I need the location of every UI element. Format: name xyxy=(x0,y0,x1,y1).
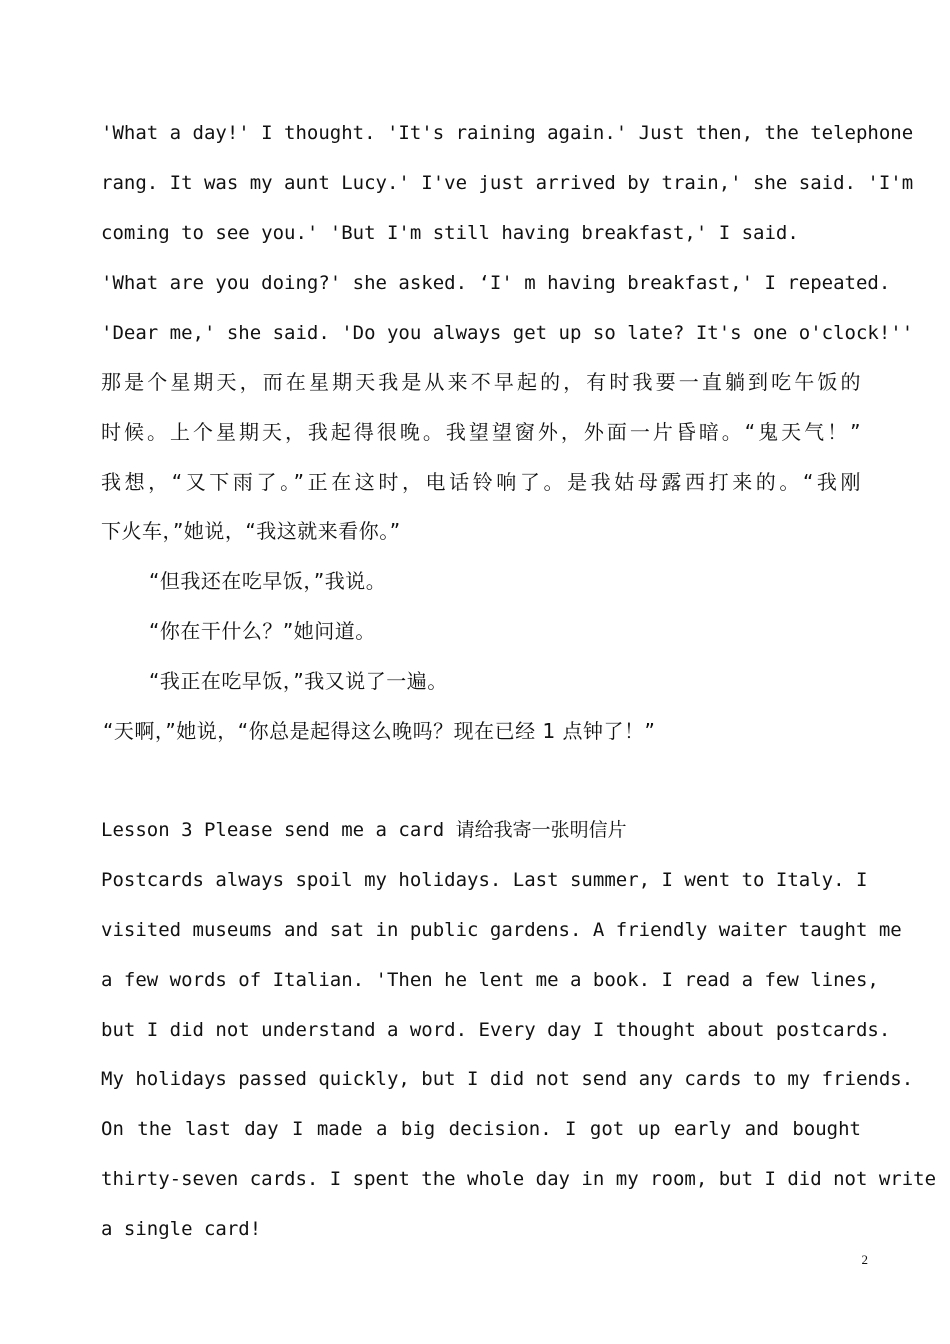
page-number: 2 xyxy=(861,1252,868,1267)
translation-line: 我想，“又下雨了。”正在这时，电话铃响了。是我姑母露西打来的。“我刚 xyxy=(101,470,861,494)
dialogue-line: rang. It was my aunt Lucy.' I've just arrived by train,' she said. 'I'm xyxy=(101,172,914,194)
dialogue-line: 'What are you doing?' she asked. ‘I' m having breakfast,' I repeated. xyxy=(101,272,891,294)
dialogue-line: coming to see you.' 'But I'm still having breakfast,' I said. xyxy=(101,222,799,244)
translation-line: “我正在吃早饭，”我又说了一遍。 xyxy=(149,669,448,693)
lesson-body-line: thirty-seven cards. I spent the whole day in my room, but I did not write xyxy=(101,1168,937,1190)
translation-line: “你在干什么？”她问道。 xyxy=(149,619,376,643)
translation-line: 时候。上个星期天，我起得很晚。我望望窗外，外面一片昏暗。“鬼天气！” xyxy=(101,420,861,444)
lesson-body-line: a single card! xyxy=(101,1218,262,1240)
lesson-title: Lesson 3 Please send me a card 请给我寄一张明信片 xyxy=(101,819,627,841)
translation-line: 下火车，”她说，“我这就来看你。” xyxy=(101,519,401,543)
dialogue-line: 'What a day!' I thought. 'It's raining again.' Just then, the telephone xyxy=(101,122,914,144)
lesson-body-line: but I did not understand a word. Every day I thought about postcards. xyxy=(101,1019,891,1041)
translation-line: “天啊，”她说，“你总是起得这么晚吗？现在已经 1 点钟了！” xyxy=(103,719,656,743)
lesson-body-line: a few words of Italian. 'Then he lent me a book. I read a few lines, xyxy=(101,969,879,991)
translation-line: 那是个星期天，而在星期天我是从来不早起的，有时我要一直躺到吃午饭的 xyxy=(101,370,861,394)
lesson-body-line: On the last day I made a big decision. I got up early and bought xyxy=(101,1118,861,1140)
lesson-body-line: My holidays passed quickly, but I did not send any cards to my friends. xyxy=(101,1068,914,1090)
lesson-body-line: Postcards always spoil my holidays. Last summer, I went to Italy. I xyxy=(101,869,868,891)
translation-line: “但我还在吃早饭，”我说。 xyxy=(149,569,387,593)
dialogue-line: 'Dear me,' she said. 'Do you always get up so late? It's one o'clock!'' xyxy=(101,322,914,344)
lesson-body-line: visited museums and sat in public gardens. A friendly waiter taught me xyxy=(101,919,902,941)
